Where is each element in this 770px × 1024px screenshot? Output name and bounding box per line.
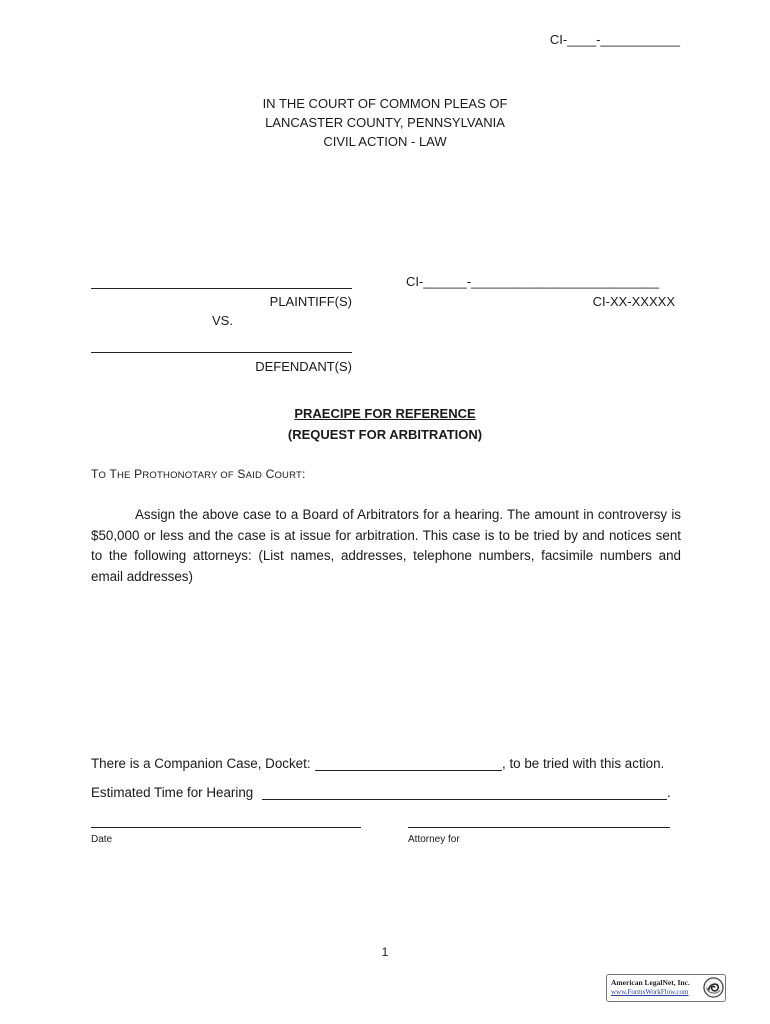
companion-docket-line[interactable]	[315, 770, 502, 771]
attorney-signature-line[interactable]	[408, 827, 670, 828]
addressee-o: O	[98, 470, 107, 481]
document-title-text: PRAECIPE FOR REFERENCE	[294, 406, 476, 421]
versus-label: VS.	[212, 313, 233, 328]
estimated-time-line[interactable]	[262, 799, 667, 800]
addressee-line	[91, 467, 306, 481]
addressee-c-cap: C	[265, 467, 275, 481]
defendant-label: DEFENDANT(S)	[255, 359, 352, 374]
addressee-t: T	[91, 467, 99, 481]
addressee-the-cap: T	[109, 467, 117, 481]
addressee-the-rest: HE	[116, 470, 131, 481]
estimated-time-period: .	[667, 785, 671, 800]
addressee-c-rest: OURT	[274, 470, 303, 481]
document-title	[235, 406, 535, 422]
plaintiff-name-line[interactable]	[91, 288, 352, 289]
logo-company-name: American LegalNet, Inc.	[611, 978, 690, 987]
court-heading-line3: CIVIL ACTION - LAW	[323, 134, 447, 149]
attorney-for-label: Attorney for	[408, 834, 460, 845]
date-label: Date	[91, 834, 113, 845]
court-heading-line2: LANCASTER COUNTY, PENNSYLVANIA	[265, 115, 505, 130]
swirl-emblem-icon	[703, 977, 724, 998]
estimated-time-label: Estimated Time for Hearing	[91, 785, 254, 800]
document-subtitle: (REQUEST FOR ARBITRATION)	[287, 427, 483, 442]
caption-docket-format: CI-XX-XXXXX	[592, 294, 675, 309]
top-docket-number: CI-____-___________	[549, 32, 680, 47]
american-legalnet-logo	[606, 974, 726, 1002]
addressee-s-cap: S	[237, 467, 246, 481]
addressee-p-rest: ROTHONOTARY OF	[142, 470, 234, 481]
plaintiff-label: PLAINTIFF(S)	[269, 294, 352, 309]
companion-case-label: There is a Companion Case, Docket:	[91, 756, 311, 771]
addressee-p-cap: P	[134, 467, 143, 481]
caption-docket-field[interactable]: CI-______-__________________________	[406, 274, 660, 289]
logo-website-link[interactable]: www.FormsWorkFlow.com	[611, 988, 689, 996]
addressee-s-rest: AID	[245, 470, 263, 481]
body-paragraph: Assign the above case to a Board of Arbitrators for a hearing. The amount in controversy is $50,000 or less and the case is at issue for arbitration. This case is to be tried by and notices sent to the following attorneys: (List names, addresses, telephone numbers, facsimile numbers and email addresses)	[91, 507, 681, 584]
court-heading-line1: IN THE COURT OF COMMON PLEAS OF	[262, 96, 508, 111]
defendant-name-line[interactable]	[91, 352, 352, 353]
page-number: 1	[381, 945, 389, 959]
addressee-colon: :	[302, 467, 306, 481]
date-line[interactable]	[91, 827, 361, 828]
companion-case-suffix: , to be tried with this action.	[502, 756, 665, 771]
